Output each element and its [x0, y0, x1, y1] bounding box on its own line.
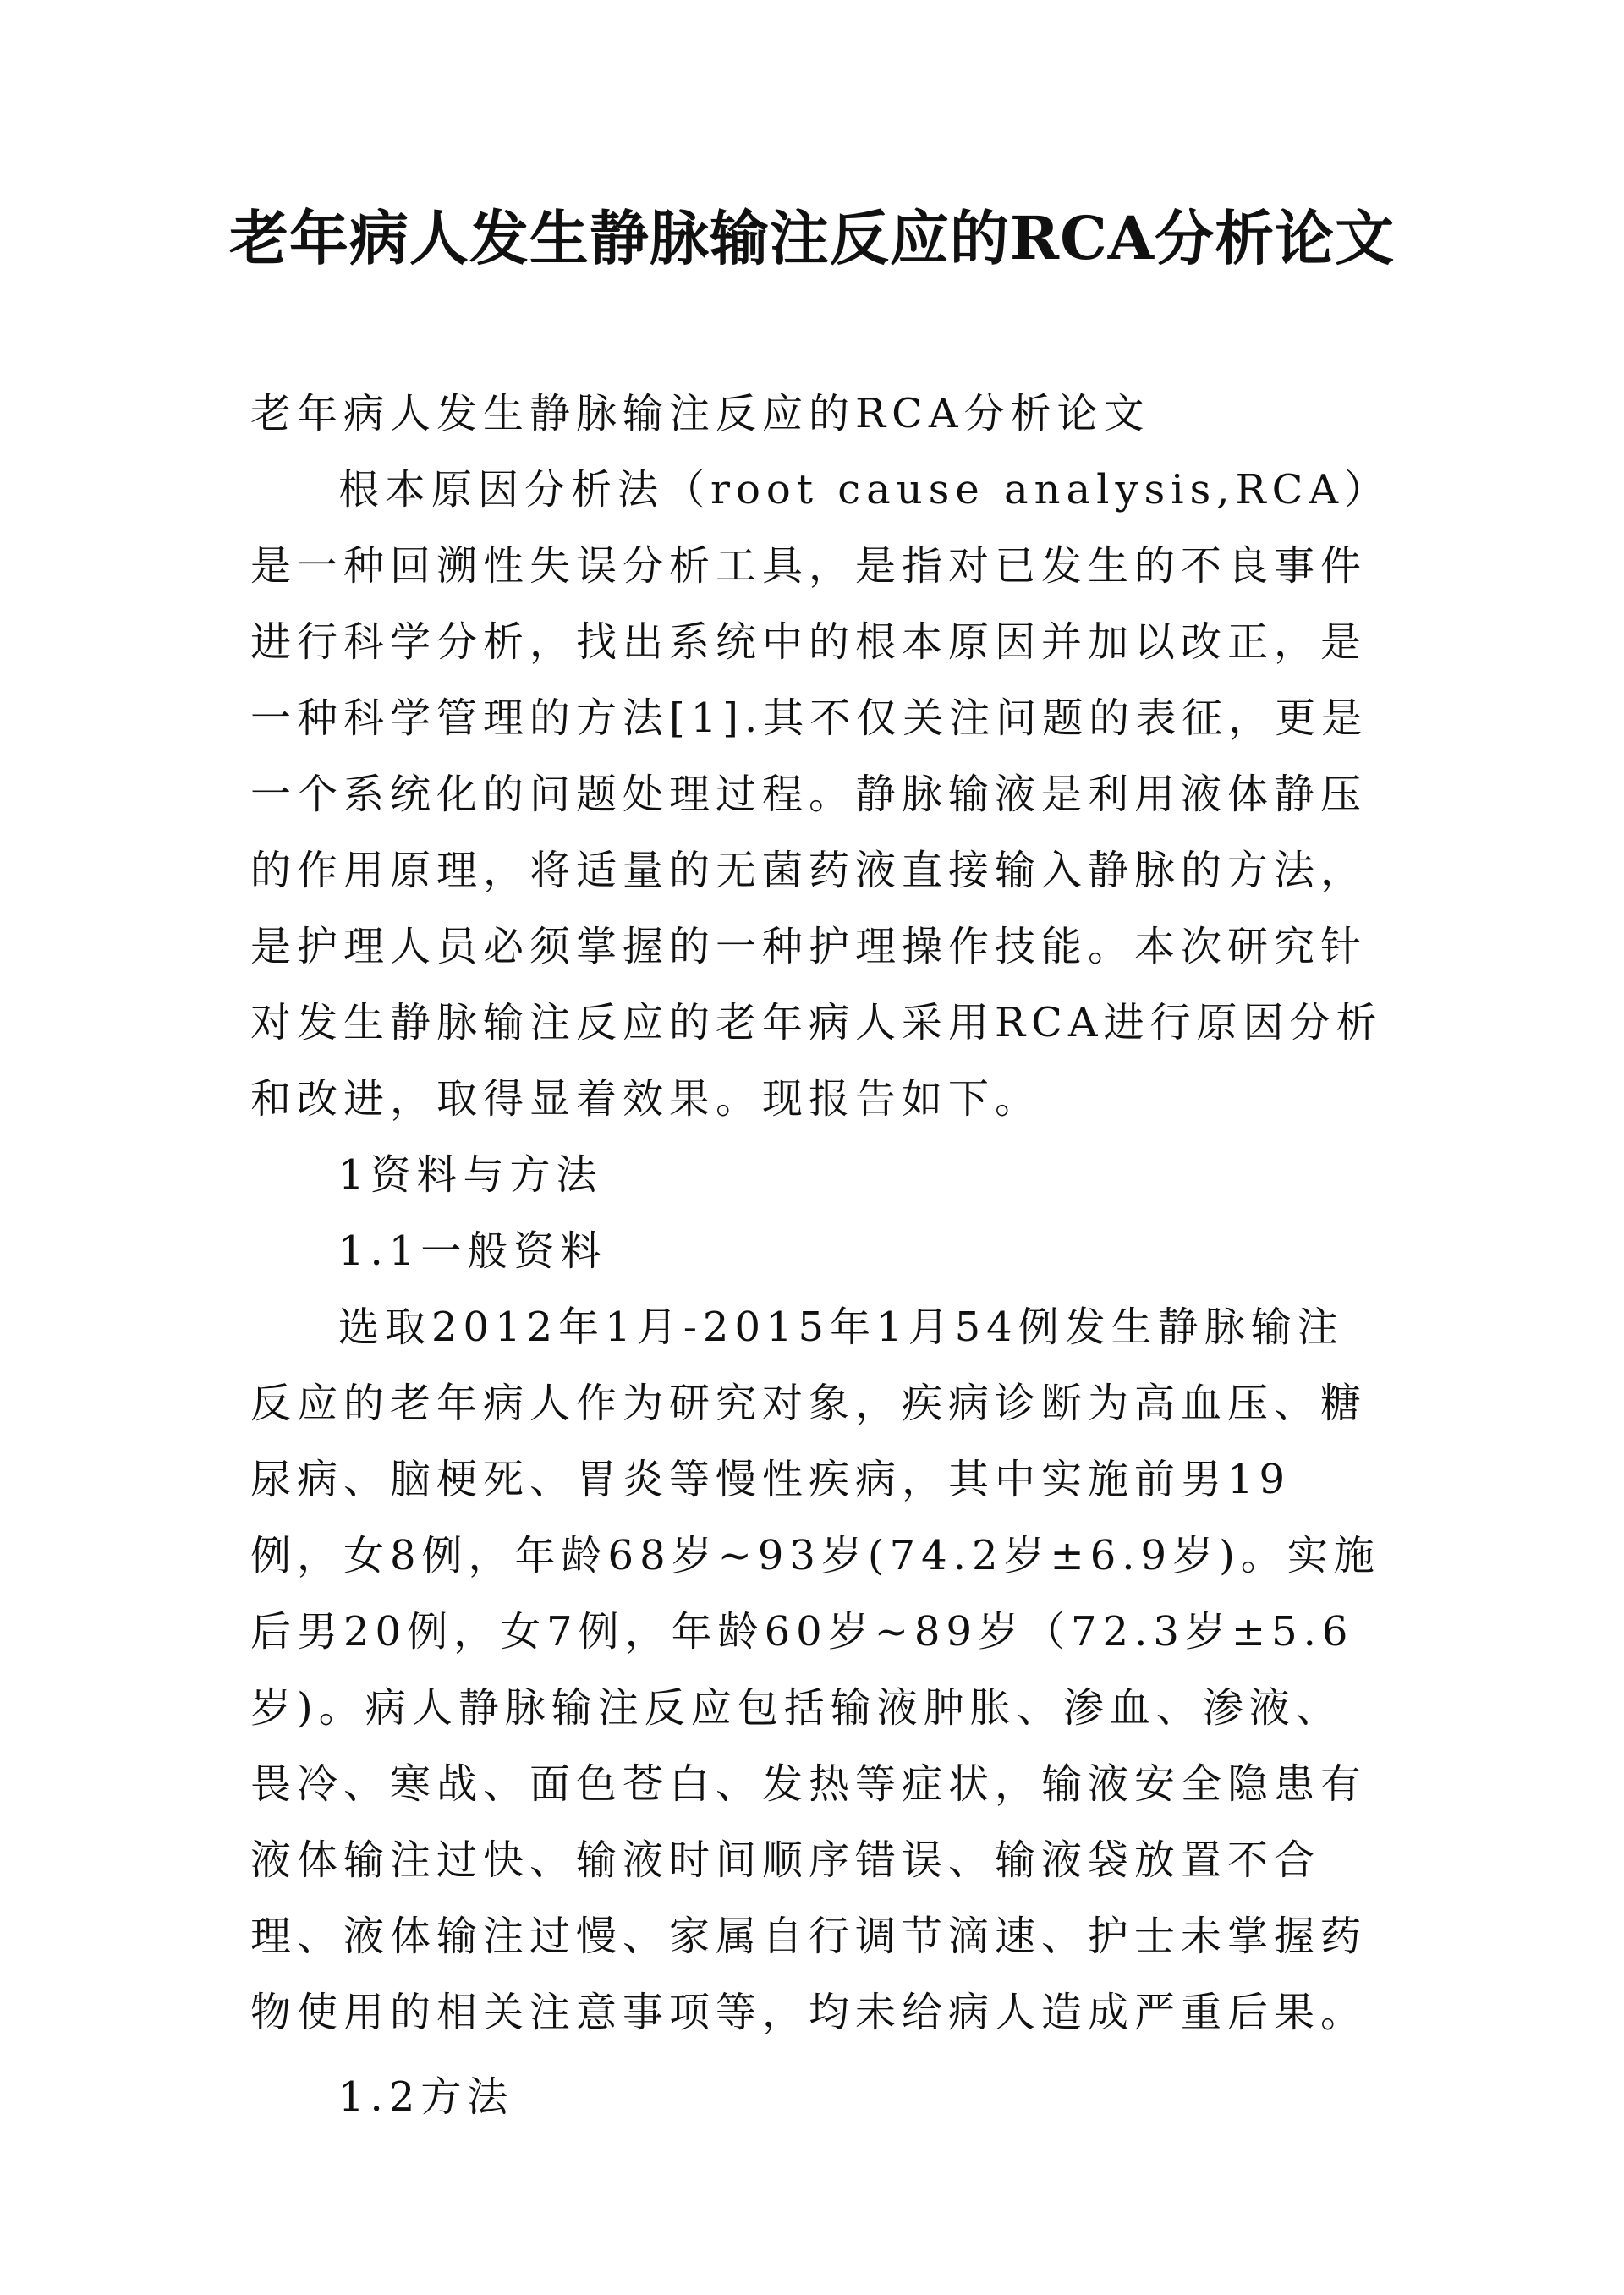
general-data-paragraph: 选取2012年1月-2015年1月54例发生静脉输注反应的老年病人作为研究对象，疾病诊断为高血压、糖尿病、脑梗死、胃炎等慢性疾病，其中实施前男19例，女8例，年龄68岁~93岁(74.2岁±6.9岁)。实施后男20例，女7例，年龄60岁~89岁（72.3岁±5.6岁)。病人静脉输注反应包括输液肿胀、渗血、渗液、畏冷、寒战、面色苍白、发热等症状，输液安全隐患有液体输注过快、输液时间顺序错误、输液袋放置不合理、液体输注过慢、家属自行调节滴速、护士未掌握药物使用的相关注意事项等，均未给病人造成严重后果。 — [250, 1304, 1380, 2036]
paragraph-spacer — [250, 2051, 1384, 2059]
subtitle-paragraph: 老年病人发生静脉输注反应的RCA分析论文 — [250, 390, 1150, 437]
intro-paragraph: 根本原因分析法（root cause analysis,RCA）是一种回溯性失误分析工具，是指对已发生的不良事件进行科学分析，找出系统中的根本原因并加以改正，是一种科学管理的方法[1].其不仅关注问题的表征，更是一个系统化的问题处理过程。静脉输液是利用液体静压的作用原理，将适量的无菌药液直接输入静脉的方法，是护理人员必须掌握的一种护理操作技能。本次研究针对发生静脉输注反应的老年病人采用RCA进行原因分析和改进，取得显着效果。现报告如下。 — [250, 466, 1383, 1123]
section-heading-1-1: 1.1一般资料 — [338, 1227, 607, 1275]
section-heading-1-2: 1.2方法 — [338, 2073, 514, 2121]
section-heading-1: 1资料与方法 — [338, 1151, 603, 1199]
document-title: 老年病人发生静脉输注反应的RCA分析论文 — [228, 203, 1396, 273]
document-body — [250, 376, 1384, 2135]
